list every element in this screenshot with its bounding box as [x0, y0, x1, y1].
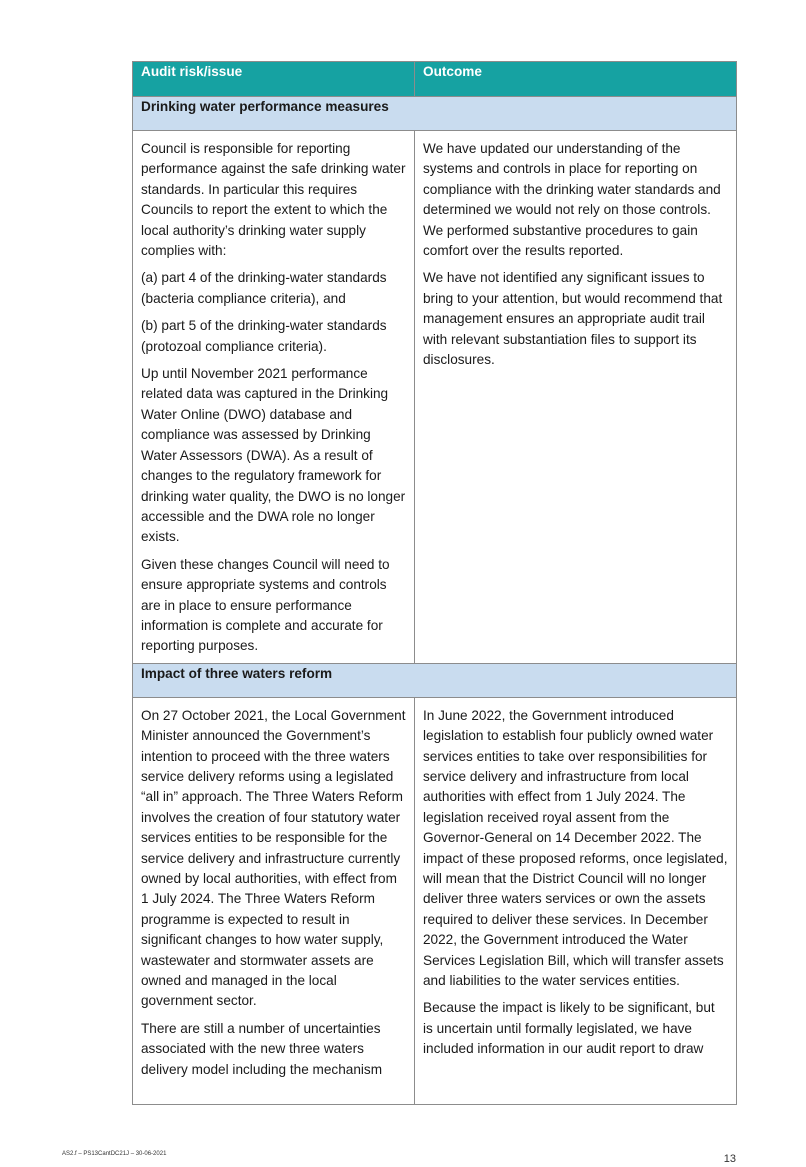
- page-number: 13: [723, 1153, 736, 1165]
- section-title-drinking-water: Drinking water performance measures: [133, 97, 737, 131]
- outcome-paragraph: We have updated our understanding of the systems and controls in place for reporting on compliance with the drinking water standards and determined we would not rely on those controls. We performed substantive procedures to gain comfort over the results reported.: [423, 141, 721, 259]
- risk-cell: [133, 131, 415, 664]
- risk-paragraph: Up until November 2021 performance related data was captured in the Drinking Water Online (DWO) database and compliance was assessed by Drinking Water Assessors (DWA). As a result of changes to the regulatory framework for drinking water quality, the DWO is no longer accessible and the DWA role no longer exists.: [141, 366, 406, 545]
- risk-paragraph: (a) part 4 of the drinking-water standards (bacteria compliance criteria), and: [141, 270, 387, 306]
- section-title-three-waters: Impact of three waters reform: [133, 663, 737, 697]
- outcome-cell: [415, 131, 737, 664]
- audit-issues-table: [132, 61, 737, 1105]
- header-audit-risk: Audit risk/issue: [133, 62, 415, 97]
- risk-paragraph: (b) part 5 of the drinking-water standards (protozoal compliance criteria).: [141, 318, 387, 354]
- document-reference: AS2.f – PS13CantDC21J – 30-06-2021: [62, 1151, 167, 1157]
- table-header-row: [133, 62, 737, 97]
- risk-cell: [133, 697, 415, 1104]
- header-outcome: Outcome: [415, 62, 737, 97]
- risk-paragraph: Given these changes Council will need to ensure appropriate systems and controls are in place to ensure performance information is complete and accurate for reporting purposes.: [141, 556, 390, 654]
- risk-paragraph: On 27 October 2021, the Local Government Minister announced the Government’s intention to proceed with the three waters service delivery reforms using a legislated “all in” approach. The Three Waters Reform involves the creation of four statutory water services entities to be responsible for the service delivery and infrastructure currently owned by local authorities, with effect from 1 July 2024. The Three Waters Reform programme is expected to result in significant changes to how water supply, wastewater and stormwater assets are owned and managed in the local government sector.: [141, 707, 406, 1009]
- outcome-paragraph: Because the impact is likely to be significant, but is uncertain until formally legislated, we have included information in our audit report to draw: [423, 1000, 715, 1057]
- outcome-paragraph: In June 2022, the Government introduced legislation to establish four publicly owned water services entities to take over responsibilities for service delivery and infrastructure from local authorities with effect from 1 July 2024. The legislation received royal assent from the Governor-General on 14 December 2022. The impact of these proposed reforms, once legislated, will mean that the District Council will no longer deliver three waters services or own the assets required to deliver these services. In December 2022, the Government introduced the Water Services Legislation Bill, which will transfer assets and liabilities to the water services entities.: [423, 707, 728, 989]
- table-row: [133, 131, 737, 664]
- outcome-paragraph: We have not identified any significant issues to bring to your attention, but would recommend that management ensures an appropriate audit trail with relevant substantiation files to support its disclosures.: [423, 270, 723, 368]
- table-row: [133, 697, 737, 1104]
- risk-paragraph: Council is responsible for reporting performance against the safe drinking water standards. In particular this requires Councils to report the extent to which the local authority’s drinking water supply complies with:: [141, 141, 406, 259]
- section-heading-row: [133, 663, 737, 697]
- section-heading-row: [133, 97, 737, 131]
- outcome-cell: [415, 697, 737, 1104]
- risk-paragraph: There are still a number of uncertainties associated with the new three waters delivery model including the mechanism: [141, 1020, 383, 1077]
